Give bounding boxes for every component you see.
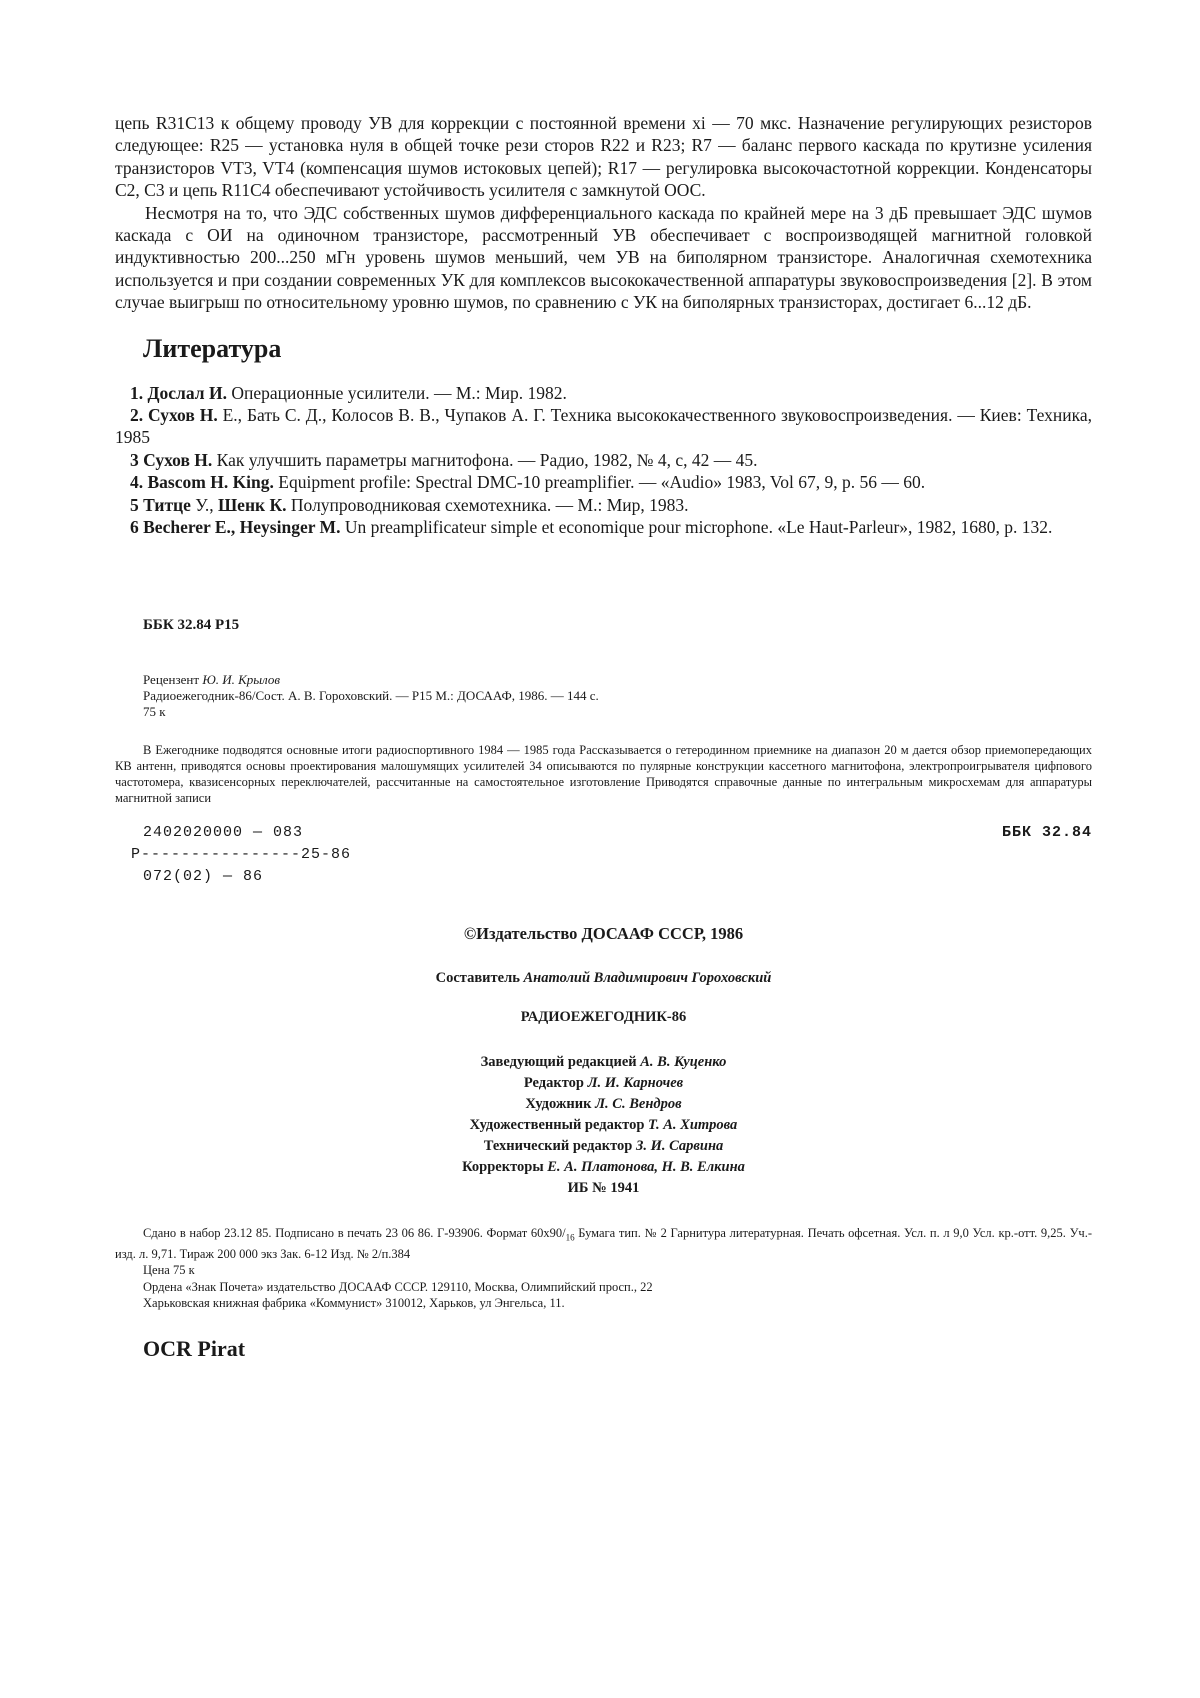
price-full: Цена 75 к [115, 1262, 1092, 1279]
staff-role: Художник [525, 1096, 595, 1112]
document-page [115, 112, 1092, 1362]
reference-text: У., [191, 495, 218, 515]
reference-author: 1. Дослал И. [130, 383, 227, 403]
reference-item-2 [115, 404, 1092, 449]
classification-code [115, 822, 1092, 888]
staff-item [115, 1094, 1092, 1115]
reference-text: Операционные усилители. — М.: Мир. 1982. [227, 383, 567, 403]
reference-item-4 [115, 471, 1092, 493]
compiler-label: Составитель [436, 970, 524, 986]
body-paragraph-1: цепь R31C13 к общему проводу УВ для коррекции с постоянной времени xi — 70 мкс. Назначение регулирующих резисторов следующее: R25 — установка нуля в общей точке рези сторов R22 и R23; R7 — баланс первого каскада по крутизне усиления транзисторов VT3, VT4 (компенсация шумов истоковых цепей); R17 — регулировка высокочастотной коррекции. Конденсаторы C2, C3 и цепь R11C4 обеспечивают устойчивость усилителя с замкнутой ООС. [115, 112, 1092, 202]
staff-name: Л. И. Карночев [588, 1075, 684, 1091]
reference-text: Е., Бать С. Д., Колосов В. В., Чупаков А. Г. Техника высококачественного звуковоспроизведения. — Киев: Техника, 1985 [115, 405, 1092, 447]
book-title: РАДИОЕЖЕГОДНИК-86 [115, 1009, 1092, 1026]
reference-list [115, 382, 1092, 539]
reference-text: Как улучшить параметры магнитофона. — Радио, 1982, № 4, с, 42 — 45. [212, 450, 757, 470]
price-short: 75 к [143, 704, 1092, 720]
annotation: В Ежегоднике подводятся основные итоги радиоспортивного 1984 — 1985 года Рассказывается о гетеродинном приемнике на диапазон 20 м дается обзор приемопередающих КВ антенн, приводятся основы проектирования малошумящих усилителей 34 описываются по пулярные конструкции кассетного магнитофона, электропроигрывателя цифпового частотомера, квазисенсорных переключателей, рассчитанные на самостоятельное изготовление Приводятся справочные данные по интегральным микросхемам для аппаратуры магнитной записи [115, 742, 1092, 806]
code-line-2: Р----------------25-86 [131, 844, 351, 866]
reviewer-line [143, 672, 1092, 688]
reference-author: 3 Сухов Н. [130, 450, 212, 470]
ocr-label: OCR Pirat [115, 1336, 1092, 1362]
staff-role: Заведующий редакцией [481, 1054, 641, 1070]
literature-heading: Литература [115, 332, 1092, 372]
reference-item-5 [115, 494, 1092, 516]
staff-item [115, 1115, 1092, 1136]
publisher-line: Ордена «Знак Почета» издательство ДОСААФ СССР. 129110, Москва, Олимпийский просп., 22 [115, 1279, 1092, 1296]
reference-item-3 [115, 449, 1092, 471]
staff-item [115, 1073, 1092, 1094]
staff-name: Т. А. Хитрова [648, 1117, 737, 1133]
reference-item-6 [115, 516, 1092, 538]
reviewer-label: Рецензент [143, 672, 202, 687]
reference-author: 5 Титце [130, 495, 191, 515]
code-bbk: ББК 32.84 [1002, 822, 1092, 844]
reference-author: 2. Сухов Н. [130, 405, 218, 425]
staff-name: Л. С. Вендров [595, 1096, 681, 1112]
reviewer-name: Ю. И. Крылов [202, 672, 280, 687]
body-paragraph-2: Несмотря на то, что ЭДС собственных шумов дифференциального каскада по крайней мере на 3 дБ превышает ЭДС шумов каскада с ОИ на одиночном транзисторе, рассмотренный УВ обеспечивает с воспроизводящей магнитной головкой индуктивностью 200...250 мГн уровень шумов меньший, чем УВ на биполярном транзисторе. Аналогичная схемотехника используется и при создании современных УК для комплексов высококачественной аппаратуры звуковоспроизведения [2]. В этом случае выигрыш по относительному уровню шумов, по сравнению с УК на биполярных транзисторах, достигает 6...12 дБ. [115, 202, 1092, 314]
staff-role: Художественный редактор [470, 1117, 648, 1133]
staff-item [115, 1052, 1092, 1073]
staff-role: Технический редактор [484, 1138, 636, 1154]
compiler-name: Анатолий Владимирович Гороховский [524, 970, 772, 986]
staff-name: Е. А. Платонова, Н. В. Елкина [547, 1159, 745, 1175]
reference-author: Шенк К. [218, 495, 287, 515]
compiler-line [115, 970, 1092, 987]
catalog-block [115, 672, 1092, 720]
reference-text: Полупроводниковая схемотехника. — М.: Мир, 1983. [287, 495, 689, 515]
copyright: ©Издательство ДОСААФ СССР, 1986 [115, 924, 1092, 944]
reference-item-1 [115, 382, 1092, 404]
staff-name: З. И. Сарвина [636, 1138, 723, 1154]
reference-author: 6 Becherer E., Heysinger M. [130, 517, 340, 537]
catalog-line: Радиоежегодник-86/Сост. А. В. Гороховский. — Р15 М.: ДОСААФ, 1986. — 144 с. [143, 688, 1092, 704]
printer-line: Харьковская книжная фабрика «Коммунист» 310012, Харьков, ул Энгельса, 11. [115, 1295, 1092, 1312]
staff-item [115, 1136, 1092, 1157]
code-line-3: 072(02) — 86 [143, 866, 263, 888]
bbk-heading: ББК 32.84 Р15 [115, 617, 1092, 634]
staff-item [115, 1157, 1092, 1178]
reference-author: 4. Bascom H. King. [130, 472, 274, 492]
staff-role: Корректоры [462, 1159, 547, 1175]
imprint-details [115, 1225, 1092, 1263]
staff-list [115, 1052, 1092, 1199]
reference-text: Un preamplificateur simple et economique pour microphone. «Le Haut-Parleur», 1982, 1680, p. 132. [340, 517, 1052, 537]
reference-text: Equipment profile: Spectral DMC-10 preamplifier. — «Audio» 1983, Vol 67, 9, p. 56 — 60. [274, 472, 925, 492]
code-line-1: 2402020000 — 083 [143, 822, 303, 844]
ib-number: ИБ № 1941 [115, 1178, 1092, 1199]
imprint-text: Сдано в набор 23.12 85. Подписано в печать 23 06 86. Г-93906. Формат 60x90/ [143, 1226, 566, 1240]
imprint-format-sub: 16 [566, 1232, 575, 1242]
staff-name: А. В. Куценко [640, 1054, 726, 1070]
imprint-text-rest: Бумага тип. № 2 Гарнитура литературная. Печать офсетная. Усл. п. л 9,0 Усл. кр.-отт. 9,25. Уч.-изд. л. 9,71. Тираж 200 000 экз Зак. 6-12 Изд. № 2/п.384 [115, 1226, 1092, 1261]
staff-role: Редактор [524, 1075, 588, 1091]
